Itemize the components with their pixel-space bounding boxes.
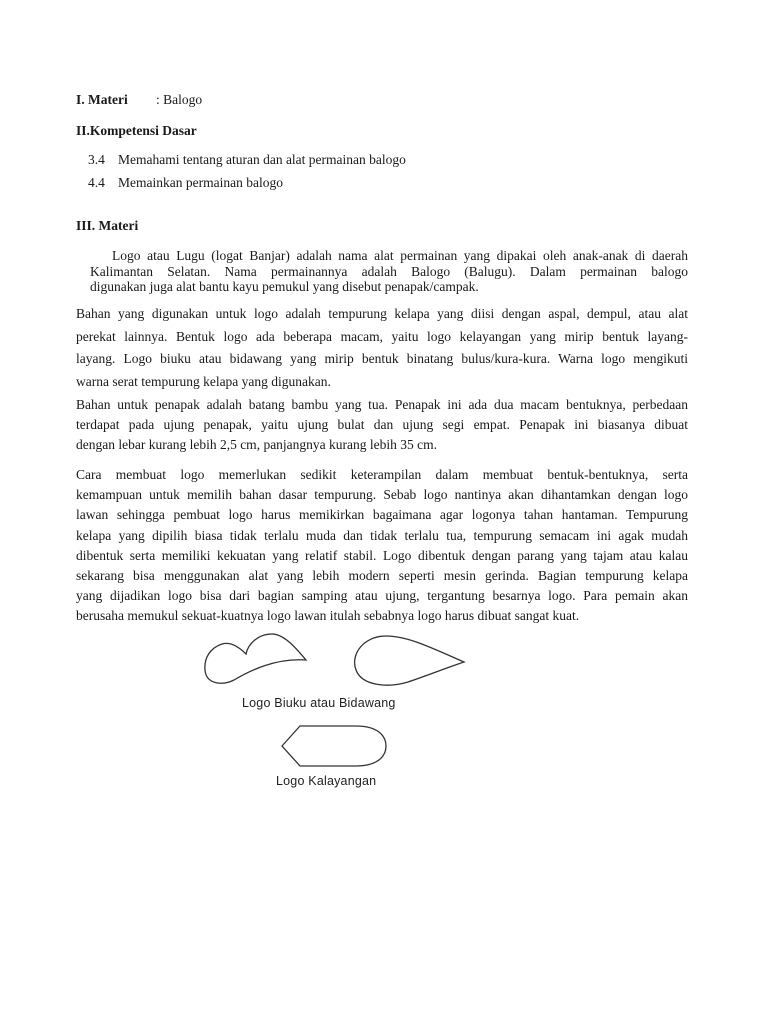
competency-text: Memainkan permainan balogo	[118, 175, 283, 190]
paragraph-line: Bahan untuk penapak adalah batang bambu yang tua. Penapak ini ada dua macam bentuknya, perbedaan	[76, 397, 688, 412]
paragraph-line: kemampuan untuk memilih bahan dasar tempurung. Sebab logo nantinya akan dihantamkan dengan logo	[76, 487, 688, 503]
figure-caption-biuku: Logo Biuku atau Bidawang	[242, 696, 396, 710]
figure-caption-kalayangan: Logo Kalayangan	[276, 774, 377, 788]
paragraph-line: Cara membuat logo memerlukan sedikit keterampilan dalam membuat bentuk-bentuknya, serta	[76, 467, 688, 482]
paragraph-line: Kalimantan Selatan. Nama permainannya adalah Balogo (Balugu). Dalam permainan balogo	[90, 263, 688, 279]
competency-number: 3.4	[88, 152, 105, 167]
section-1-label: I. Materi	[76, 92, 128, 107]
paragraph-line: terdapat pada ujung penapak, yaitu ujung bulat dan ujung segi empat. Penapak ini biasanya dibuat	[76, 417, 688, 432]
paragraph-line: yang dijadikan logo bisa dari bagian samping atau ujung, tergantung besarnya logo. Para pemain akan	[76, 588, 688, 604]
paragraph-line: sekarang bisa menggunakan alat yang lebih modern seperti mesin gerinda. Bagian tempurung kelapa	[76, 568, 688, 584]
section-2-heading: II.Kompetensi Dasar	[76, 123, 197, 138]
penapak-paragraph	[76, 395, 688, 455]
paragraph-line: dengan lebar kurang lebih 2,5 cm, panjangnya kurang lebih 35 cm.	[76, 437, 438, 452]
paragraph-line: Bahan yang digunakan untuk logo adalah tempurung kelapa yang diisi dengan aspal, dempul, atau alat	[76, 306, 688, 321]
paragraph-line: warna serat tempurung kelapa yang digunakan.	[76, 373, 331, 389]
paragraph-line: lawan sehingga pembuat logo harus memikirkan bagaimana agar logonya tahan hantaman. Tempurung	[76, 507, 688, 523]
competency-number: 4.4	[88, 175, 105, 190]
paragraph-line: berusaha memukul sekuat-kuatnya logo lawan itulah sebabnya logo harus dibuat sangat kuat.	[76, 608, 580, 624]
paragraph-line: Logo atau Lugu (logat Banjar) adalah nama alat permainan yang dipakai oleh anak-anak di daerah	[112, 248, 688, 263]
paragraph-line: layang. Logo biuku atau bidawang yang mirip bentuk binatang bulus/kura-kura. Warna logo mengikuti	[76, 351, 688, 366]
paragraph-line: dibentuk serta memiliki kekuatan yang relatif stabil. Logo dibentuk dengan parang yang tajam atau kalau	[76, 547, 688, 563]
kalayangan-logo-shape	[282, 726, 386, 766]
intro-paragraph	[90, 248, 688, 295]
section-1-value: : Balogo	[156, 92, 203, 107]
making-paragraph	[76, 465, 688, 627]
paragraph-line: digunakan juga alat bantu kayu pemukul yang disebut penapak/campak.	[90, 279, 479, 294]
teardrop-logo-shape	[355, 636, 464, 685]
section-3-heading: III. Materi	[76, 218, 139, 233]
competency-text: Memahami tentang aturan dan alat permainan balogo	[118, 152, 406, 167]
materials-paragraph	[76, 303, 688, 393]
heart-logo-shape	[205, 634, 306, 683]
paragraph-line: kelapa yang dipilih biasa tidak terlalu muda dan tidak terlalu tua, tempurung semacam ini agak mudah	[76, 527, 688, 543]
paragraph-line: perekat lainnya. Bentuk logo ada beberapa macam, yaitu logo kelayangan yang mirip bentuk layang-	[76, 328, 688, 344]
